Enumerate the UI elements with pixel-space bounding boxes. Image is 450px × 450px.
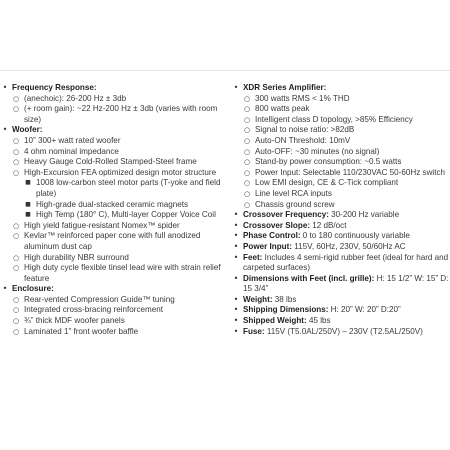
spec-value: Auto-OFF: ~30 minutes (no signal) <box>255 146 380 156</box>
spec-value: High yield fatigue-resistant Nomex™ spider <box>24 220 180 230</box>
spec-value: ¾” thick MDF woofer panels <box>24 316 125 326</box>
spec-value: High Temp (180° C), Multi-layer Copper Voice Coil <box>36 210 216 220</box>
spec-value: Line level RCA inputs <box>255 188 332 198</box>
bullet-icon: • <box>233 241 239 251</box>
right-spec-item <box>231 104 450 115</box>
square-bullet-icon: ■ <box>25 179 31 187</box>
left-spec-item <box>0 104 222 125</box>
spec-label: Power Input: <box>243 241 293 251</box>
left-spec-item <box>0 231 222 252</box>
spec-value: Stand-by power consumption: ~0.5 watts <box>255 157 402 167</box>
right-spec-item <box>231 210 450 221</box>
bullet-icon: • <box>233 294 239 304</box>
bullet-icon: • <box>233 83 239 92</box>
spec-value: Intelligent class D topology, >85% Efficiency <box>255 114 413 124</box>
spec-label: Crossover Frequency: <box>243 210 329 220</box>
right-spec-item <box>231 274 450 295</box>
spec-value: Low EMI design, CE & C-Tick compliant <box>255 178 399 188</box>
circle-bullet-icon: ○ <box>12 306 20 315</box>
spec-value: High duty cycle flexible tinsel lead wire with strain relief feature <box>24 263 221 283</box>
left-spec-item <box>0 305 222 316</box>
left-spec-item <box>0 157 222 168</box>
spec-label: Enclosure: <box>12 284 54 294</box>
circle-bullet-icon: ○ <box>243 94 251 103</box>
left-spec-item <box>0 147 222 158</box>
left-spec-item <box>0 94 222 105</box>
spec-label: XDR Series Amplifier: <box>243 83 327 92</box>
spec-label: Shipping Dimensions: <box>243 305 329 315</box>
left-spec-item <box>0 327 222 338</box>
circle-bullet-icon: ○ <box>243 189 251 198</box>
spec-value: (anechoic): 26-200 Hz ± 3db <box>24 93 127 103</box>
right-spec-item <box>231 221 450 232</box>
circle-bullet-icon: ○ <box>243 126 251 135</box>
spec-value: High-grade dual-stacked ceramic magnets <box>36 199 189 209</box>
right-spec-item <box>231 147 450 158</box>
bullet-icon: • <box>2 284 8 294</box>
spec-value: (+ room gain): ~22 Hz-200 Hz ± 3db (varies with room size) <box>24 104 218 124</box>
left-spec-item <box>0 83 222 94</box>
bullet-icon: • <box>233 305 239 315</box>
circle-bullet-icon: ○ <box>243 200 251 209</box>
spec-value: Integrated cross-bracing reinforcement <box>24 305 164 315</box>
bullet-icon: • <box>2 125 8 135</box>
left-spec-item <box>0 284 222 295</box>
spec-label: Dimensions with Feet (incl. grille): <box>243 273 375 283</box>
spec-value: Laminated 1” front woofer baffle <box>24 326 139 336</box>
spec-label: Phase Control: <box>243 231 301 241</box>
right-spec-column <box>231 83 450 337</box>
circle-bullet-icon: ○ <box>12 168 20 177</box>
right-spec-item <box>231 189 450 200</box>
left-spec-item <box>0 136 222 147</box>
bullet-icon: • <box>233 220 239 230</box>
right-spec-item <box>231 200 450 211</box>
square-bullet-icon: ■ <box>25 200 31 208</box>
right-spec-item <box>231 168 450 179</box>
circle-bullet-icon: ○ <box>243 115 251 124</box>
right-spec-item <box>231 94 450 105</box>
spec-value: Includes 4 semi-rigid rubber feet (ideal for hard and carpeted surfaces) <box>243 252 449 273</box>
spec-value: Kevlar™ reinforced paper cone with full anodized aluminum dust cap <box>24 231 201 251</box>
circle-bullet-icon: ○ <box>12 105 20 114</box>
right-spec-item <box>231 327 450 338</box>
spec-value: High-Excursion FEA optimized design motor structure <box>24 167 217 177</box>
circle-bullet-icon: ○ <box>12 136 20 145</box>
spec-value: 0 to 180 continuously variable <box>300 231 410 241</box>
bullet-icon: • <box>233 231 239 241</box>
spec-label: Weight: <box>243 294 273 304</box>
spec-label: Fuse: <box>243 326 265 336</box>
spec-value: 4 ohm nominal impedance <box>24 146 119 156</box>
spec-value: Power Input: Selectable 110/230VAC 50-60Hz switch <box>255 167 446 177</box>
spec-value: 12 dB/oct <box>310 220 347 230</box>
left-spec-item <box>0 168 222 179</box>
circle-bullet-icon: ○ <box>12 94 20 103</box>
bullet-icon: • <box>233 210 239 220</box>
spec-value: 115V, 60Hz, 230V, 50/60Hz AC <box>292 241 406 251</box>
left-spec-column <box>0 83 222 337</box>
spec-value: 300 watts RMS < 1% THD <box>255 93 350 103</box>
left-spec-item <box>0 210 222 221</box>
right-spec-item <box>231 136 450 147</box>
right-spec-item <box>231 242 450 253</box>
spec-value: 115V (T5.0AL/250V) – 230V (T2.5AL/250V) <box>264 326 423 336</box>
circle-bullet-icon: ○ <box>12 264 20 273</box>
square-bullet-icon: ■ <box>25 211 31 219</box>
circle-bullet-icon: ○ <box>12 232 20 241</box>
spec-value: H: 15 1/2” W: 15” D: 15 3/4” <box>243 273 449 294</box>
circle-bullet-icon: ○ <box>243 147 251 156</box>
bullet-icon: • <box>2 83 8 92</box>
spec-value: 38 lbs <box>272 294 297 304</box>
spec-value: Signal to noise ratio: >82dB <box>255 125 355 135</box>
circle-bullet-icon: ○ <box>12 253 20 262</box>
spec-value: 45 lbs <box>306 316 331 326</box>
right-spec-item <box>231 178 450 189</box>
spec-label: Shipped Weight: <box>243 316 307 326</box>
left-spec-item <box>0 125 222 136</box>
circle-bullet-icon: ○ <box>243 105 251 114</box>
spec-value: 30-200 Hz variable <box>328 210 400 220</box>
right-spec-item <box>231 305 450 316</box>
right-spec-item <box>231 125 450 136</box>
left-spec-item <box>0 295 222 306</box>
circle-bullet-icon: ○ <box>12 221 20 230</box>
right-spec-item <box>231 316 450 327</box>
bullet-icon: • <box>233 316 239 326</box>
bullet-icon: • <box>233 326 239 336</box>
left-spec-item <box>0 263 222 284</box>
left-spec-item <box>0 178 222 199</box>
spec-value: Rear-vented Compression Guide™ tuning <box>24 294 175 304</box>
spec-label: Crossover Slope: <box>243 220 311 230</box>
right-spec-item <box>231 157 450 168</box>
right-spec-item <box>231 253 450 274</box>
spec-value: 800 watts peak <box>255 104 310 114</box>
left-spec-item <box>0 200 222 211</box>
right-spec-item <box>231 115 450 126</box>
bullet-icon: • <box>233 252 239 262</box>
spec-value: 1008 low-carbon steel motor parts (T-yoke and field plate) <box>36 178 221 198</box>
left-spec-item <box>0 221 222 232</box>
top-divider <box>0 70 450 71</box>
left-spec-item <box>0 253 222 264</box>
circle-bullet-icon: ○ <box>243 158 251 167</box>
bullet-icon: • <box>233 273 239 283</box>
spec-value: Chassis ground screw <box>255 199 335 209</box>
right-spec-item <box>231 295 450 306</box>
right-spec-item <box>231 231 450 242</box>
circle-bullet-icon: ○ <box>12 295 20 304</box>
spec-label: Frequency Response: <box>12 83 97 92</box>
spec-value: 10” 300+ watt rated woofer <box>24 135 121 145</box>
circle-bullet-icon: ○ <box>243 168 251 177</box>
circle-bullet-icon: ○ <box>243 179 251 188</box>
circle-bullet-icon: ○ <box>12 147 20 156</box>
spec-value: Auto-ON Threshold: 10mV <box>255 135 351 145</box>
right-spec-item <box>231 83 450 94</box>
circle-bullet-icon: ○ <box>12 158 20 167</box>
circle-bullet-icon: ○ <box>12 317 20 326</box>
circle-bullet-icon: ○ <box>243 136 251 145</box>
left-spec-item <box>0 316 222 327</box>
spec-value: Heavy Gauge Cold-Rolled Stamped-Steel frame <box>24 157 197 167</box>
circle-bullet-icon: ○ <box>12 327 20 336</box>
spec-label: Feet: <box>243 252 263 262</box>
spec-value: High durability NBR surround <box>24 252 129 262</box>
spec-value: H: 20” W: 20” D:20” <box>328 305 401 315</box>
spec-label: Woofer: <box>12 125 43 135</box>
